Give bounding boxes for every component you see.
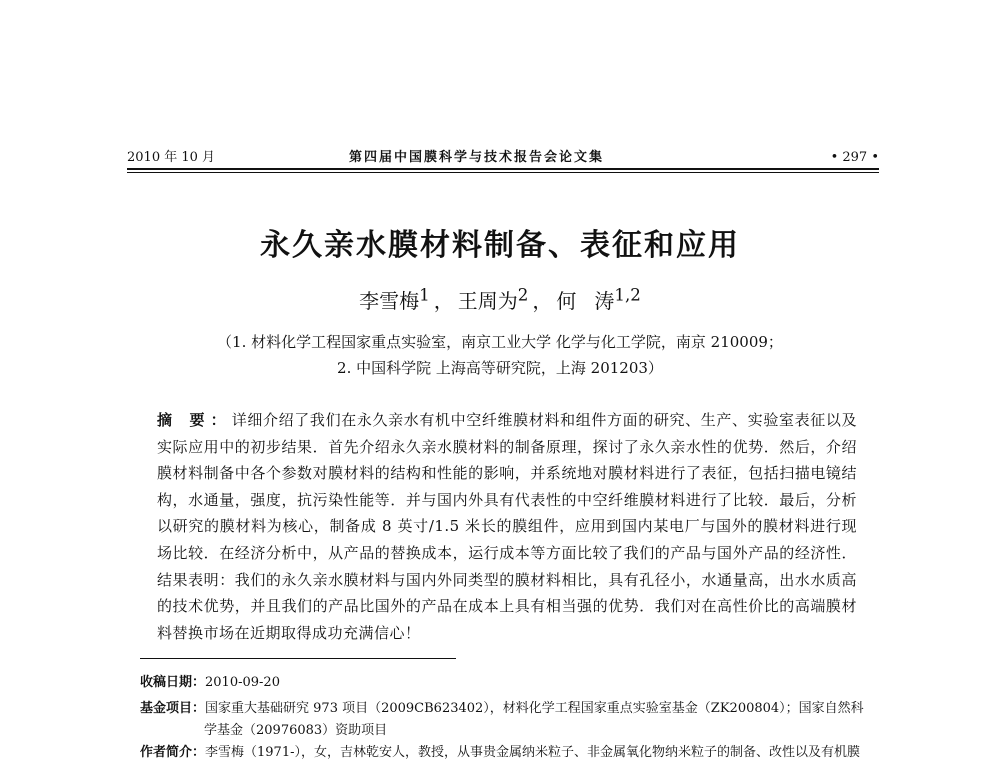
header-page-number: • 297 • [830,150,879,165]
affiliation-line-1: （1. 材料化学工程国家重点实验室，南京工业大学 化学与化工学院，南京 210009； [217,333,783,351]
affiliation-line-2: 2. 中国科学院 上海高等研究院，上海 201203） [337,359,663,377]
footnote-value: 2010-09-20 [205,675,280,690]
abstract [157,407,857,646]
header-rule-thin [127,172,879,173]
footnote-label: 基金项目： [140,701,206,716]
footnote-rule [140,658,456,659]
header-date: 2010 年 10 月 [127,150,216,165]
footnote-value-continued: 学基金（20976083）资助项目 [204,723,388,738]
footnote-value: 李雪梅（1971-），女，吉林乾安人，教授，从事贵金属纳米粒子、非金属氧化物纳米粒子的制备、改性以及有机膜 [205,745,860,760]
author-name: 王周为 [457,289,518,313]
author-affiliation-mark: 1,2 [614,285,641,305]
author-affiliation-mark: 1 [419,285,430,305]
author-name: 何 [556,289,577,313]
author-name: 涛 [594,289,615,313]
header-rule-thick [127,168,879,170]
footnote-label: 收稿日期： [140,675,206,690]
footnote-label: 作者简介： [140,745,206,760]
abstract-text: 详细介绍了我们在永久亲水有机中空纤维膜材料和组件方面的研究、生产、实验室表征以及实际应用中的初步结果．首先介绍永久亲水膜材料的制备原理，探讨了永久亲水性的优势．然后，介绍膜材料制备中各个参数对膜材料的结构和性能的影响，并系统地对膜材料进行了表征，包括扫描电镜结构，水通量，强度，抗污染性能等．并与国内外具有代表性的中空纤维膜材料进行了比较．最后，分析以研究的膜材料为核心，制备成 8 英寸/1.5 米长的膜组件，应用到国内某电厂与国外的膜材料进行现场比较．在经济分析中，从产品的替换成本，运行成本等方面比较了我们的产品与国外产品的经济性．结果表明：我们的永久亲水膜材料与国内外同类型的膜材料相比，具有孔径小，水通量高，出水水质高的技术优势，并且我们的产品比国外的产品在成本上具有相当强的优势．我们对在高性价比的高端膜材料替换市场在近期取得成功充满信心！ [157,411,857,642]
abstract-label: 摘 要： [157,411,232,429]
footnote-received-date [140,674,280,692]
author-affiliation-mark: 2 [517,285,529,305]
author-list: 李雪梅$^1$ ， 王周为$^2$ ， 何 涛$^{1,2}$ [359,285,641,313]
paper-title: 永久亲水膜材料制备、表征和应用 [260,228,740,263]
footnote-value: 国家重大基础研究 973 项目（2009CB623402），材料化学工程国家重点实验室基金（ZK200804）；国家自然科 [205,701,864,716]
header-journal-title: 第四届中国膜科学与技术报告会论文集 [349,150,605,165]
footnote-funding [140,700,900,740]
footnote-author-bio [140,744,860,762]
author-name: 李雪梅 [359,289,420,313]
